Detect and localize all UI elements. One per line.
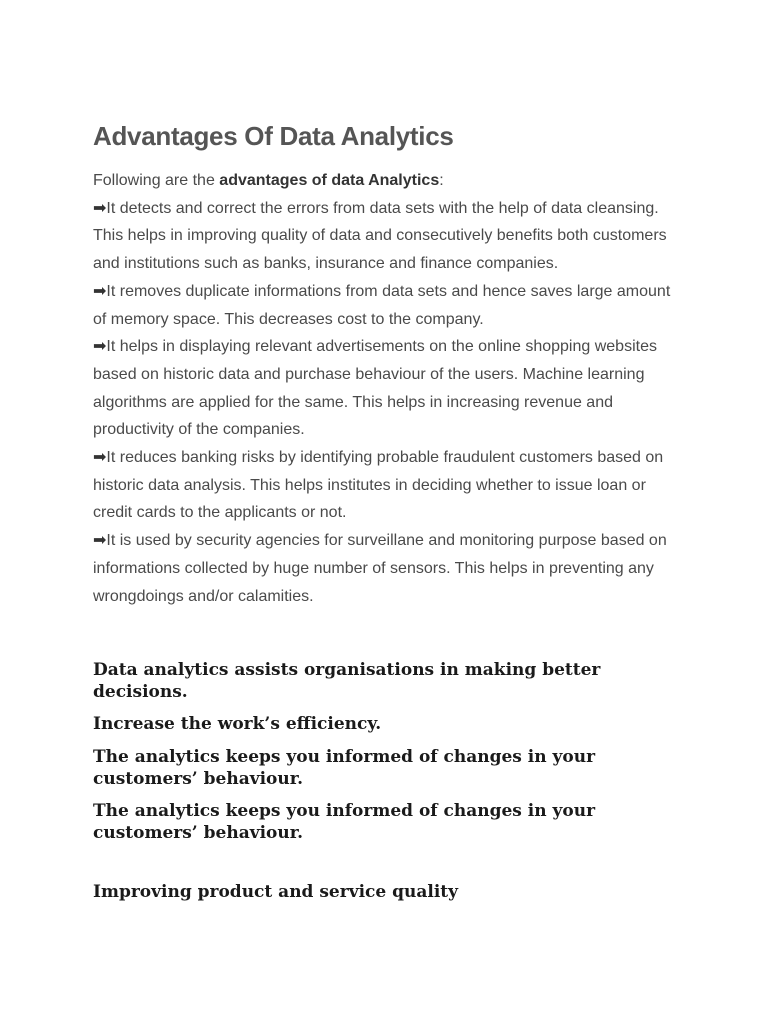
point-text: It detects and correct the errors from data sets with the help of data cleansing. This helps in improving quality of data and consecutively benefits both customers and institutions such as banks, insurance and finance companies.: [93, 199, 667, 273]
advantage-point-3: [93, 333, 683, 444]
page-title: Advantages Of Data Analytics: [93, 121, 454, 151]
intro-paragraph: [93, 167, 683, 195]
point-text: It removes duplicate informations from data sets and hence saves large amount of memory space. This decreases cost to the company.: [93, 282, 671, 328]
advantage-point-2: [93, 278, 683, 333]
heading-customer-behaviour-repeat: The analytics keeps you informed of changes in your customers’ behaviour.: [93, 801, 596, 843]
arrow-icon: ➡: [93, 338, 107, 356]
arrow-icon: ➡: [93, 449, 107, 467]
advantage-point-5: [93, 527, 683, 610]
arrow-icon: ➡: [93, 199, 107, 217]
heading-customer-behaviour: The analytics keeps you informed of changes in your customers’ behaviour.: [93, 747, 596, 789]
heading-product-quality: Improving product and service quality: [93, 882, 459, 902]
intro-bold: advantages of data Analytics: [219, 172, 440, 189]
advantages-body: [93, 167, 683, 610]
intro-prefix: Following are the: [93, 172, 220, 189]
advantage-point-4: [93, 444, 683, 527]
intro-suffix: :: [439, 172, 444, 189]
point-text: It helps in displaying relevant advertisements on the online shopping websites based on historic data and purchase behaviour of the users. Machine learning algorithms are applied for the same. This helps in increasing revenue and productivity of the companies.: [93, 338, 657, 439]
arrow-icon: ➡: [93, 282, 107, 300]
point-text: It is used by security agencies for surveillane and monitoring purpose based on informations collected by huge number of sensors. This helps in preventing any wrongdoings and/or calamities.: [93, 532, 667, 605]
heading-efficiency: Increase the work’s efficiency.: [93, 714, 382, 734]
heading-better-decisions: Data analytics assists organisations in making better decisions.: [93, 660, 601, 702]
arrow-icon: ➡: [93, 532, 107, 550]
point-text: It reduces banking risks by identifying probable fraudulent customers based on historic data analysis. This helps institutes in deciding whether to issue loan or credit cards to the applicants or not.: [93, 449, 664, 522]
advantage-point-1: [93, 195, 683, 278]
